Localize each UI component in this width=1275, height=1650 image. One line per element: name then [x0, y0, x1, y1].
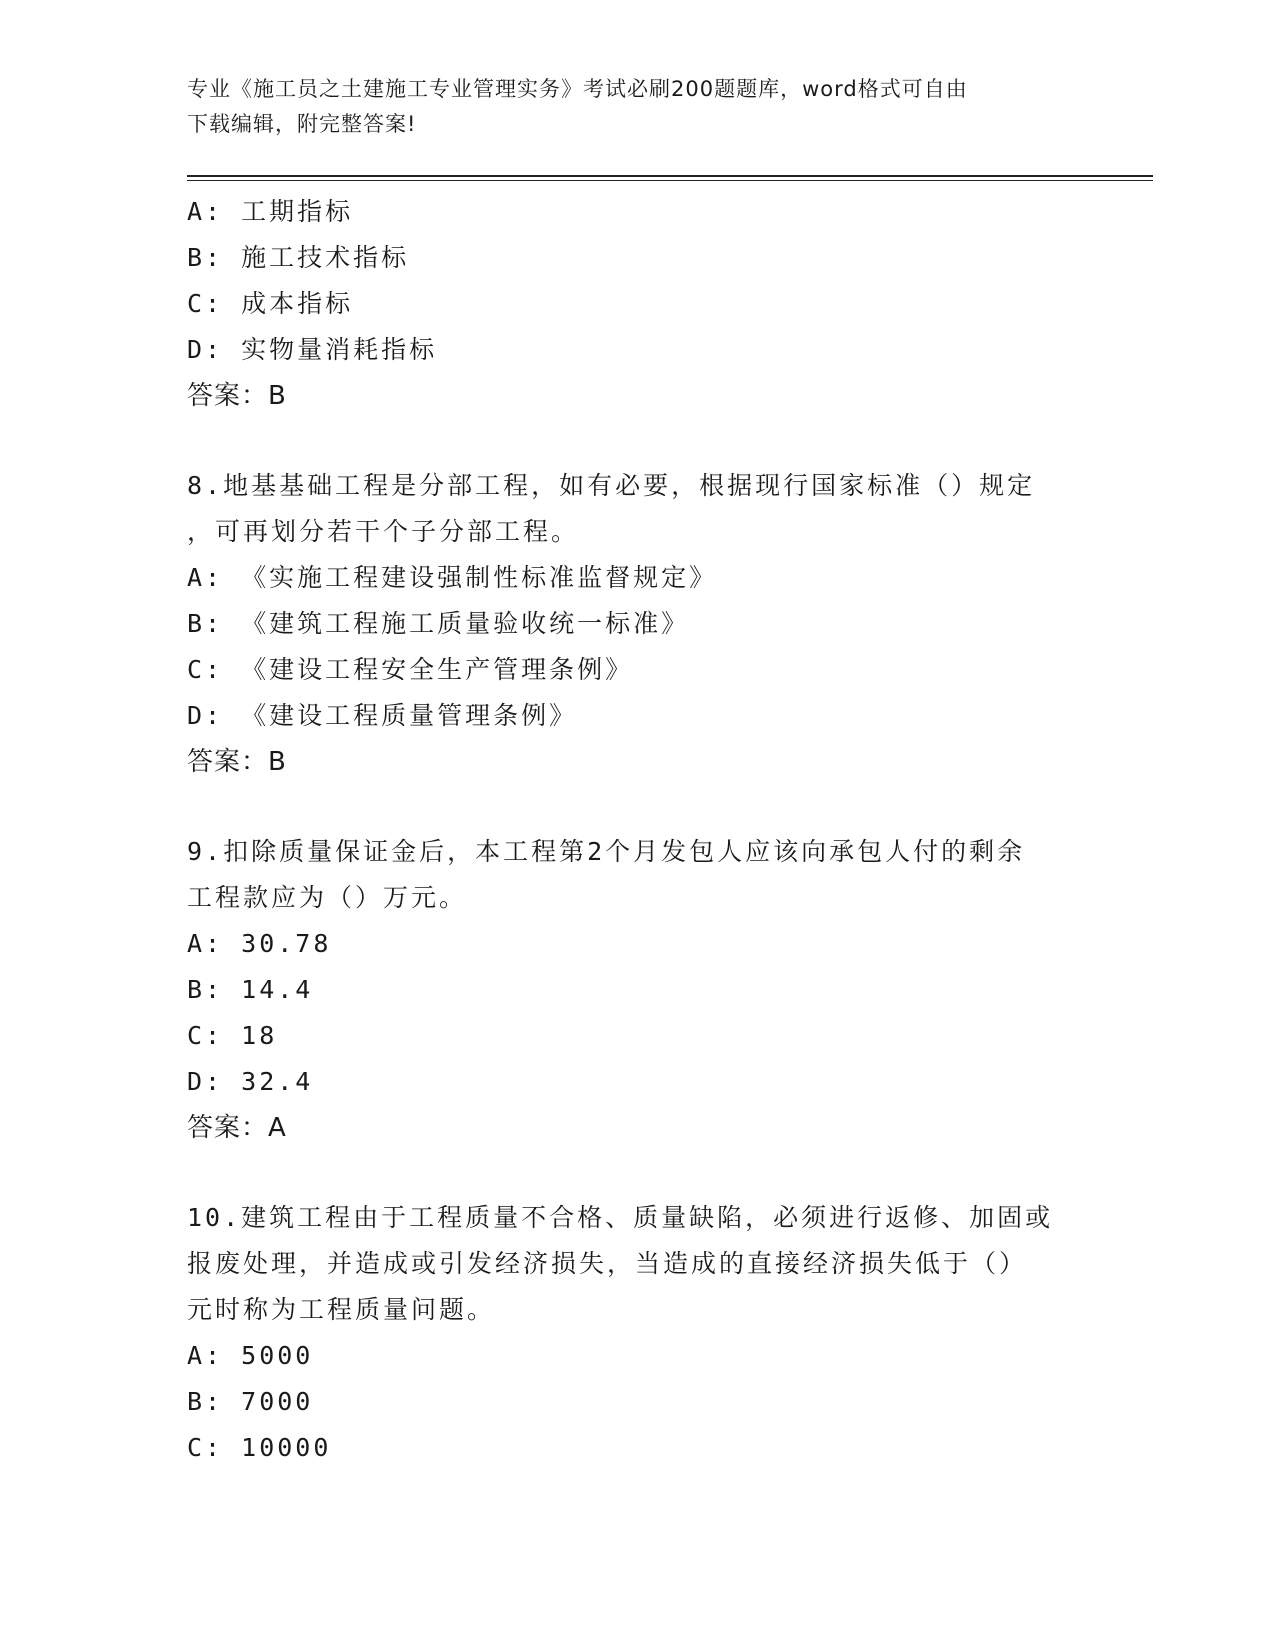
question-text-line: 元时称为工程质量问题。 — [187, 1295, 496, 1324]
document-header — [187, 72, 1067, 142]
option-b: B: 施工技术指标 — [187, 243, 410, 272]
spacer — [187, 1151, 1087, 1195]
question-text-line: 报废处理，并造成或引发经济损失，当造成的直接经济损失低于（） — [187, 1249, 1028, 1278]
option-c: C: 《建设工程安全生产管理条例》 — [187, 655, 634, 684]
option-b: B: 《建筑工程施工质量验收统一标准》 — [187, 609, 690, 638]
option-a: A: 《实施工程建设强制性标准监督规定》 — [187, 563, 718, 592]
question-text-line: ，可再划分若干个子分部工程。 — [187, 517, 580, 546]
header-line-2: 下载编辑，附完整答案! — [187, 112, 417, 136]
answer-line: 答案：B — [187, 747, 287, 777]
question-block-8 — [187, 463, 1087, 785]
question-text-line: 8.地基基础工程是分部工程，如有必要，根据现行国家标准（）规定 — [187, 471, 1036, 500]
option-d: D: 32.4 — [187, 1067, 314, 1096]
question-text-line: 10.建筑工程由于工程质量不合格、质量缺陷，必须进行返修、加固或 — [187, 1203, 1054, 1232]
option-c: C: 10000 — [187, 1433, 332, 1462]
header-line-1: 专业《施工员之土建施工专业管理实务》考试必刷200题题库，word格式可自由 — [187, 77, 968, 101]
question-block-9 — [187, 829, 1087, 1151]
option-b: B: 7000 — [187, 1387, 314, 1416]
option-a: A: 30.78 — [187, 929, 332, 958]
question-text-line: 工程款应为（）万元。 — [187, 883, 468, 912]
option-a: A: 工期指标 — [187, 197, 354, 226]
question-list — [187, 189, 1087, 1471]
spacer — [187, 785, 1087, 829]
question-block-7 — [187, 189, 1087, 419]
option-d: D: 《建设工程质量管理条例》 — [187, 701, 578, 730]
option-b: B: 14.4 — [187, 975, 314, 1004]
option-d: D: 实物量消耗指标 — [187, 335, 438, 364]
option-c: C: 成本指标 — [187, 289, 354, 318]
option-c: C: 18 — [187, 1021, 278, 1050]
header-divider-thick — [187, 175, 1153, 177]
answer-line: 答案：A — [187, 1113, 287, 1143]
answer-line: 答案：B — [187, 381, 287, 411]
question-block-10 — [187, 1195, 1087, 1471]
spacer — [187, 419, 1087, 463]
question-text-line: 9.扣除质量保证金后，本工程第2个月发包人应该向承包人付的剩余 — [187, 837, 1026, 866]
header-divider-thin — [187, 180, 1153, 181]
option-a: A: 5000 — [187, 1341, 314, 1370]
